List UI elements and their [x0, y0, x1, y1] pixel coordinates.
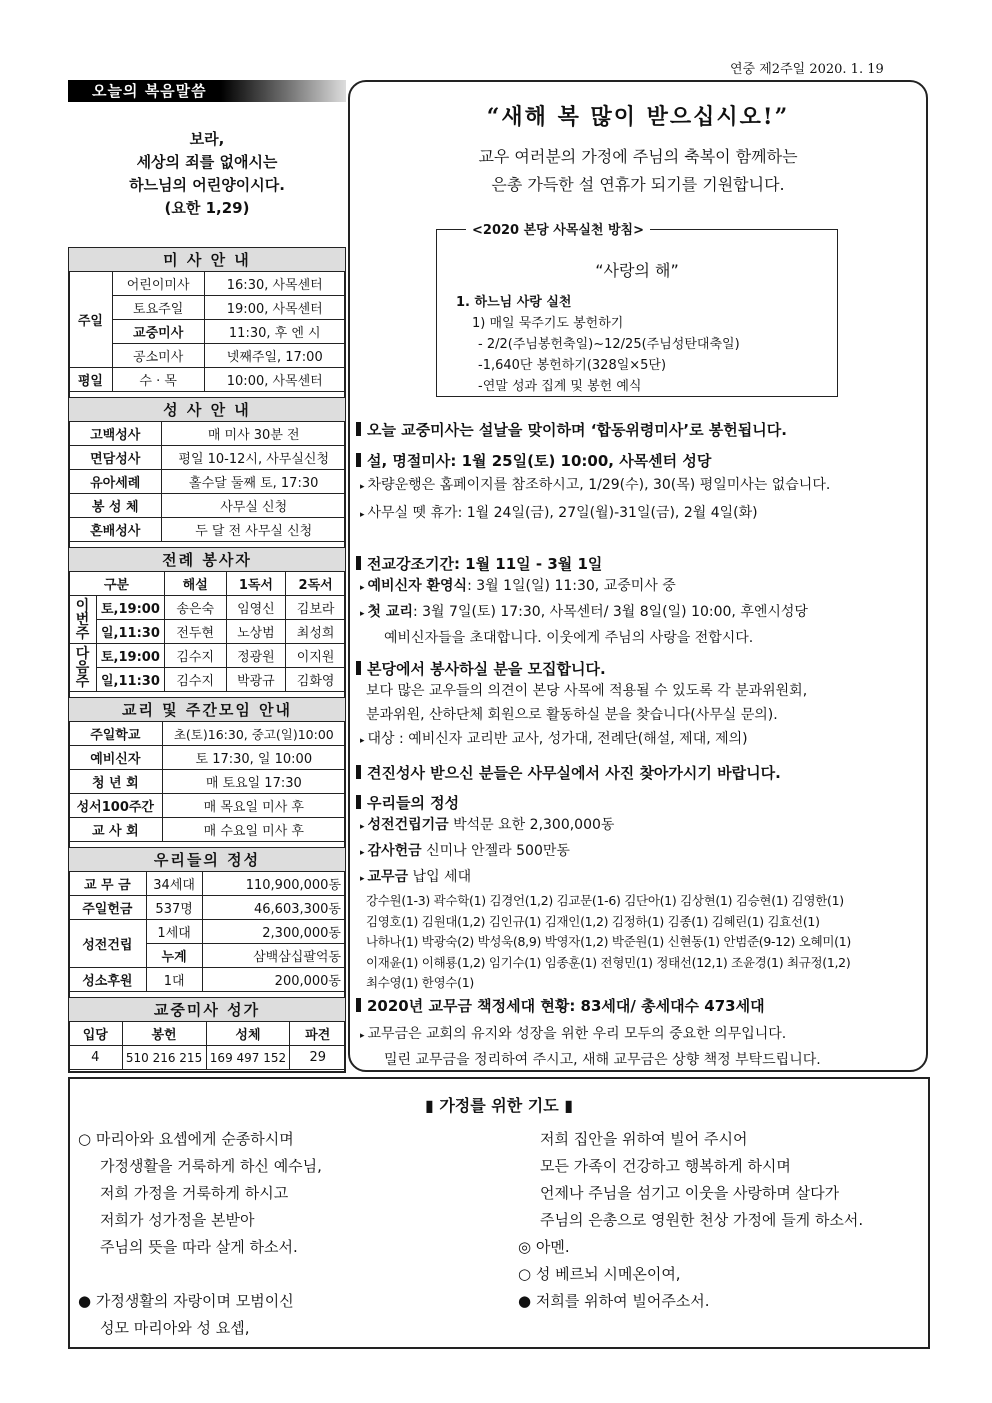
education-name: 주일학교 — [69, 722, 163, 746]
date-line: 연중 제2주일 2020. 1. 19 — [730, 62, 884, 77]
vocation-count: 1대 — [146, 968, 202, 992]
gospel-header — [68, 80, 346, 102]
liturgy-cell: 임영신 — [226, 596, 286, 620]
announcement-heading: 본당에서 봉사하실 분을 모집합니다. — [356, 658, 924, 679]
announcement-5 — [356, 762, 924, 783]
policy-line: 1. 하느님 사랑 실천 — [456, 295, 572, 310]
education-title: 교리 및 주간모임 안내 — [69, 698, 346, 722]
announcement-line: : 3월 1일(일) 11:30, 교중미사 중 — [467, 578, 676, 594]
bullet-icon: ▸ — [360, 583, 365, 593]
bullet-icon: ▸ — [360, 609, 365, 619]
education-value: 매 목요일 미사 후 — [162, 794, 345, 818]
building-amount: 2,300,000동 — [202, 920, 345, 944]
bullet-icon: ▸ — [360, 848, 365, 858]
announcement-heading: 견진성사 받으신 분들은 사무실에서 사진 찾아가시기 바랍니다. — [356, 762, 924, 783]
liturgy-cell: 정광원 — [226, 644, 286, 668]
liturgy-cell: 김보라 — [286, 596, 346, 620]
contributor-names — [356, 891, 924, 994]
choir-value: 169 497 152 — [206, 1046, 290, 1070]
building-cumulative: 삼백삼십팔억동 — [202, 944, 345, 968]
announcement-2 — [356, 450, 924, 527]
sacrament-name: 혼배성사 — [69, 518, 162, 542]
prayer-line: 주님의 뜻을 따라 살게 하소서. — [100, 1238, 298, 1256]
mass-time: 10:00, 사목센터 — [204, 368, 346, 392]
prayer-line: ● 저희를 위하여 빌어주소서. — [518, 1292, 710, 1310]
sacrament-value: 두 달 전 사무실 신청 — [162, 518, 346, 542]
prayer-line: 저희 가정을 거룩하게 하시고 — [100, 1184, 289, 1202]
announcement-line: 박석문 요한 2,300,000동 — [448, 817, 615, 833]
prayer-line: ○ 마리아와 요셉에게 순종하시며 — [78, 1130, 294, 1148]
gospel-label: 오늘의 복음말씀 — [92, 82, 207, 100]
headline-line: 은총 가득한 설 연휴가 되기를 기원합니다. — [491, 175, 785, 194]
liturgy-day: 토,19:00 — [96, 644, 164, 668]
liturgy-header: 1독서 — [226, 572, 286, 596]
liturgy-cell: 김화영 — [286, 668, 346, 692]
mass-name: 어린이미사 — [112, 272, 204, 296]
mass-name: 수 · 목 — [112, 368, 204, 392]
mass-time: 16:30, 사목센터 — [204, 272, 346, 296]
mass-title: 미 사 안 내 — [69, 248, 346, 272]
vocation-amount: 200,000동 — [202, 968, 345, 992]
education-value: 매 수요일 미사 후 — [162, 818, 345, 842]
sacrament-name: 고백성사 — [69, 422, 162, 446]
choir-header: 성체 — [206, 1022, 290, 1046]
prayer-right — [518, 1126, 863, 1315]
sacrament-name: 봉 성 체 — [69, 494, 162, 518]
choir-header: 파견 — [290, 1022, 346, 1046]
headline-line: 교우 여러분의 가정에 주님의 축복이 함께하는 — [478, 147, 798, 166]
offerings-title: 우리들의 정성 — [69, 848, 346, 872]
offering-name: 주일헌금 — [69, 896, 147, 920]
names-line: 강수원(1-3) 곽수학(1) 김경언(1,2) 김교문(1-6) 김단아(1) 김상현(1) 김승현(1) 김영한(1) — [366, 893, 844, 908]
liturgy-cell: 전두현 — [164, 620, 226, 644]
announcement-line: 분과위원, 산하단체 회원으로 활동하실 분을 찾습니다(사무실 문의). — [366, 707, 778, 723]
choir-value: 510 216 215 — [122, 1046, 206, 1070]
weekday-label: 평일 — [69, 368, 113, 392]
liturgy-header: 해설 — [164, 572, 226, 596]
mass-name: 공소미사 — [112, 344, 204, 368]
announcement-line: 신미나 안젤라 500만동 — [421, 843, 570, 859]
bullet-icon: ▸ — [360, 1031, 365, 1041]
mass-time: 11:30, 후 엔 시 — [204, 320, 346, 344]
prayer-line: 저희 집안을 위하여 빌어 주시어 — [540, 1130, 748, 1148]
announcement-heading: 오늘 교중미사는 설날을 맞이하며 ‘합동위령미사’로 봉헌됩니다. — [356, 419, 924, 440]
offering-amount: 46,603,300동 — [202, 896, 345, 920]
announcement-emphasis: 예비신자 환영식 — [367, 578, 468, 594]
sacrament-value: 평일 10-12시, 사무실신청 — [162, 446, 346, 470]
mass-table — [68, 247, 346, 392]
announcement-line: 예비신자들을 초대합니다. 이웃에게 주님의 사랑을 전합시다. — [384, 630, 754, 646]
names-line: 나하나(1) 박광숙(2) 박성욱(8,9) 박영자(1,2) 박준원(1) 신현동(1) 안범준(9-12) 오혜미(1) — [366, 934, 851, 949]
education-value: 매 토요일 17:30 — [162, 770, 345, 794]
mass-name: 교중미사 — [112, 320, 204, 344]
announcement-line: 대상 : 예비신자 교리반 교사, 성가대, 전례단(해설, 제대, 제의) — [367, 731, 748, 747]
liturgy-cell: 김수지 — [164, 644, 226, 668]
names-line: 최수영(1) 한영수(1) — [366, 975, 474, 990]
education-name: 청 년 회 — [69, 770, 163, 794]
building-name: 성전건립 — [69, 920, 147, 968]
mass-time: 넷째주일, 17:00 — [204, 344, 346, 368]
sacrament-value: 사무실 신청 — [162, 494, 346, 518]
mass-name: 토요주일 — [112, 296, 204, 320]
policy-line: - 2/2(주님봉헌축일)~12/25(주님성탄대축일) — [478, 337, 740, 352]
vocation-name: 성소후원 — [69, 968, 147, 992]
liturgy-day: 일,11:30 — [96, 668, 164, 692]
liturgy-header: 2독서 — [286, 572, 346, 596]
announcement-emphasis: 교무금 — [367, 869, 409, 885]
offerings-table — [68, 847, 346, 992]
sacraments-title: 성 사 안 내 — [69, 398, 346, 422]
education-table — [68, 697, 346, 842]
offering-name: 교 무 금 — [69, 872, 147, 896]
liturgy-header: 구분 — [69, 572, 165, 596]
choir-table — [68, 997, 346, 1070]
policy-motto: “사랑의 해” — [595, 261, 679, 280]
education-name: 교 사 회 — [69, 818, 163, 842]
liturgy-day: 토,19:00 — [96, 596, 164, 620]
liturgy-cell: 김수지 — [164, 668, 226, 692]
gospel-line: 하느님의 어린양이시다. — [129, 176, 285, 194]
policy-line: 1) 매일 묵주기도 봉헌하기 — [472, 316, 624, 331]
prayer-line: 가정생활을 거룩하게 하신 예수님, — [100, 1157, 322, 1175]
bullet-icon: ▸ — [360, 482, 365, 492]
prayer-line: ○ 성 베르뇌 시메온이여, — [518, 1265, 681, 1283]
policy-head: <2020 본당 사목실천 방침> — [466, 219, 650, 238]
gospel-line: 보라, — [189, 130, 225, 148]
gospel-verse — [68, 128, 346, 220]
announcement-line: 교무금은 교회의 유지와 성장을 위한 우리 모두의 중요한 의무입니다. — [367, 1026, 787, 1042]
announcement-line: 차량운행은 홈페이지를 참조하시고, 1/29(수), 30(목) 평일미사는 없습니다. — [367, 477, 831, 493]
policy-line: -1,640단 봉헌하기(328일×5단) — [478, 358, 667, 373]
choir-header: 입당 — [69, 1022, 123, 1046]
liturgy-cell: 송은숙 — [164, 596, 226, 620]
announcement-line: 보다 많은 교우들의 의견이 본당 사목에 적용될 수 있도록 각 분과위원회, — [366, 683, 808, 699]
announcement-7 — [356, 995, 924, 1072]
education-name: 성서100주간 — [69, 794, 163, 818]
liturgy-title: 전례 봉사자 — [69, 548, 346, 572]
sacrament-name: 면담성사 — [69, 446, 162, 470]
announcement-3 — [356, 553, 924, 650]
headline-title: “새해 복 많이 받으십시오!” — [486, 104, 790, 130]
bullet-icon: ▸ — [360, 874, 365, 884]
prayer-line: 언제나 주님을 섬기고 이웃을 사랑하며 살다가 — [540, 1184, 840, 1202]
liturgy-table — [68, 547, 346, 692]
choir-value: 4 — [69, 1046, 123, 1070]
sunday-label: 주일 — [69, 272, 113, 368]
liturgy-cell: 노상범 — [226, 620, 286, 644]
sacrament-value: 매 미사 30분 전 — [162, 422, 346, 446]
choir-header: 봉헌 — [122, 1022, 206, 1046]
building-count: 1세대 — [146, 920, 202, 944]
offering-count: 34세대 — [146, 872, 202, 896]
headline-subtitle — [348, 143, 928, 199]
offering-amount: 110,900,000동 — [202, 872, 345, 896]
policy-lines — [456, 292, 740, 397]
education-value: 초(토)16:30, 중고(일)10:00 — [162, 722, 345, 746]
prayer-title: ▮ 가정를 위한 기도 ▮ — [424, 1096, 574, 1115]
announcement-4 — [356, 658, 924, 753]
names-line: 김영호(1) 김원대(1,2) 김인규(1) 김재인(1,2) 김정하(1) 김종(1) 김혜린(1) 김효선(1) — [366, 913, 820, 929]
prayer-left — [78, 1126, 322, 1342]
announcement-line: : 3월 7일(토) 17:30, 사목센터/ 3월 8일(일) 10:00, 후엔시성당 — [412, 604, 808, 620]
liturgy-cell: 박광규 — [226, 668, 286, 692]
liturgy-day: 일,11:30 — [96, 620, 164, 644]
liturgy-cell: 이지원 — [286, 644, 346, 668]
prayer-line: 주님의 은총으로 영원한 천상 가정에 들게 하소서. — [540, 1211, 864, 1229]
announcement-1 — [356, 419, 924, 440]
education-value: 토 17:30, 일 10:00 — [162, 746, 345, 770]
education-name: 예비신자 — [69, 746, 163, 770]
prayer-line: 모든 가족이 건강하고 행복하게 하시며 — [540, 1157, 791, 1175]
prayer-spacer — [78, 1261, 322, 1288]
liturgy-cell: 최성희 — [286, 620, 346, 644]
announcement-line: 사무실 뗏 휴가: 1월 24일(금), 27일(월)-31일(금), 2월 4일(화) — [367, 505, 758, 521]
group-label-this-week: 이번주 — [69, 596, 97, 644]
announcement-heading: 2020년 교무금 책정세대 현황: 83세대/ 총세대수 473세대 — [356, 995, 924, 1016]
announcement-emphasis: 첫 교리 — [367, 604, 413, 620]
announcement-heading: 전교강조기간: 1월 11일 - 3월 1일 — [356, 553, 924, 574]
policy-line: -연말 성과 집계 및 봉헌 예식 — [478, 379, 642, 394]
offering-count: 537명 — [146, 896, 202, 920]
bullet-icon: ▸ — [360, 822, 365, 832]
choir-value: 29 — [290, 1046, 346, 1070]
prayer-line: 저희가 성가정을 본받아 — [100, 1211, 255, 1229]
prayer-line: ● 가정생활의 자랑이며 모범이신 — [78, 1292, 294, 1310]
mass-time: 19:00, 사목센터 — [204, 296, 346, 320]
group-label-next-week: 다음주 — [69, 644, 97, 692]
bullet-icon: ▸ — [360, 736, 365, 746]
prayer-line: ◎ 아멘. — [518, 1238, 570, 1256]
names-line: 이재윤(1) 이해룡(1,2) 임기수(1) 임종훈(1) 전형민(1) 정태선(12,1) 조윤경(1) 최규정(1,2) — [366, 954, 851, 970]
announcement-line: 납입 세대 — [408, 869, 472, 885]
sacrament-name: 유아세례 — [69, 470, 162, 494]
announcement-emphasis: 성전건립기금 — [367, 817, 449, 833]
announcement-line: 밀린 교무금을 정리하여 주시고, 새해 교무금은 상향 책정 부탁드립니다. — [384, 1052, 821, 1068]
choir-title: 교중미사 성가 — [69, 998, 346, 1022]
sacrament-value: 홀수달 둘째 토, 17:30 — [162, 470, 346, 494]
gospel-line: (요한 1,29) — [164, 199, 250, 217]
announcement-emphasis: 감사헌금 — [367, 843, 422, 859]
announcement-heading: 우리들의 정성 — [356, 792, 924, 813]
prayer-line: 성모 마리아와 성 요셉, — [100, 1319, 250, 1337]
announcement-heading: 설, 명절미사: 1월 25일(토) 10:00, 사목센터 성당 — [356, 450, 924, 471]
announcement-6 — [356, 792, 924, 994]
sacraments-table — [68, 397, 346, 542]
gospel-line: 세상의 죄를 없애시는 — [136, 153, 278, 171]
bullet-icon: ▸ — [360, 510, 365, 520]
building-cumulative-label: 누계 — [146, 944, 202, 968]
